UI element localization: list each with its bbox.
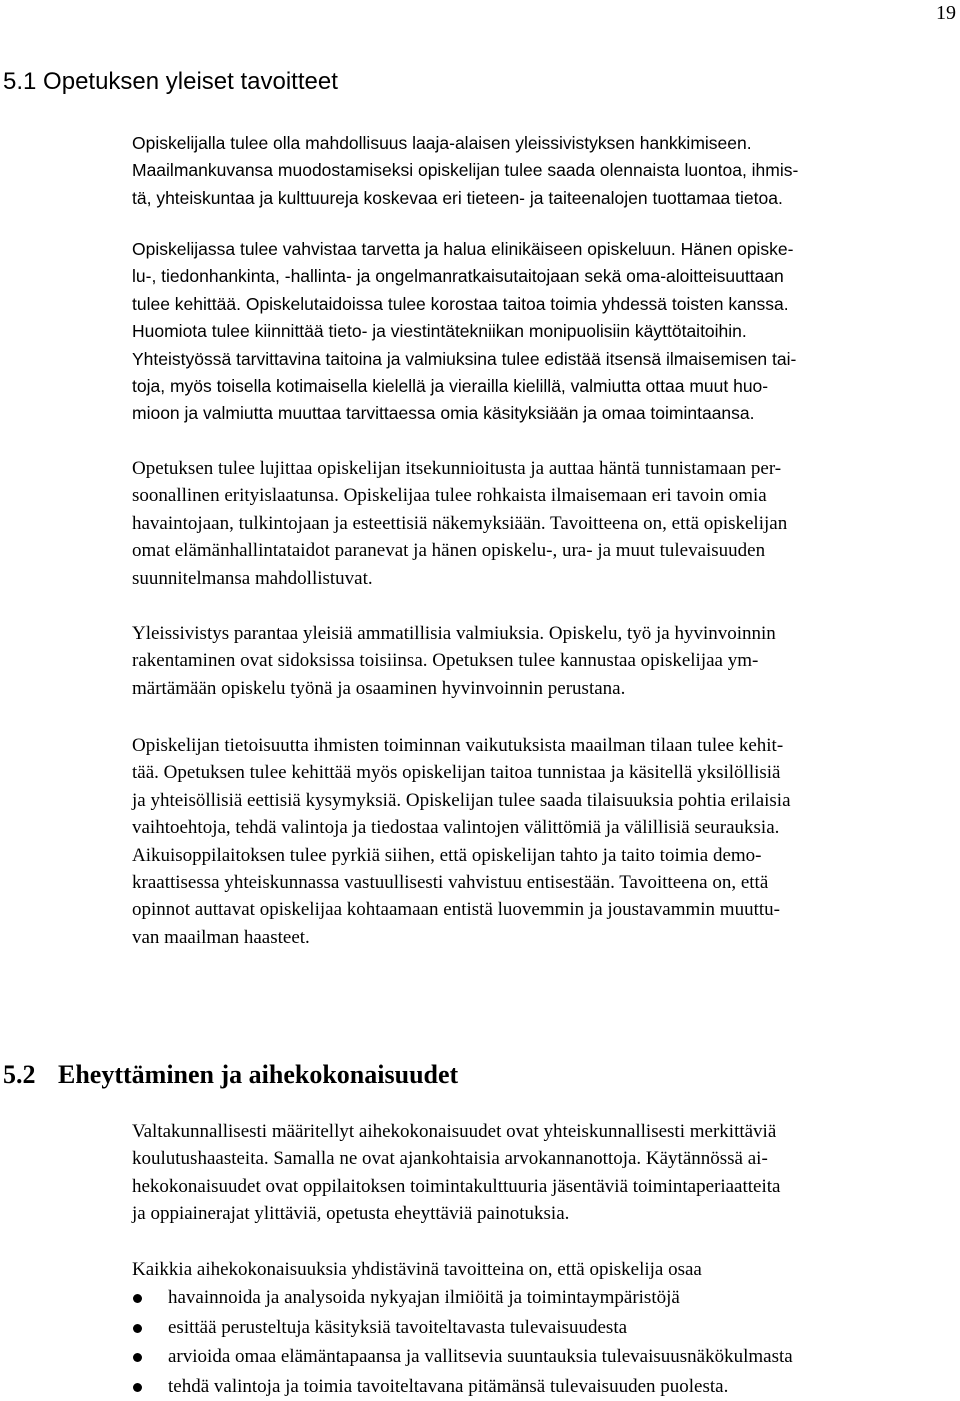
text-line: havaintojaan, tulkintojaan ja esteettisiä näkemyksiään. Tavoitteena on, että opiskelijan [132,510,960,537]
text-line: Opiskelijalla tulee olla mahdollisuus laaja-alaisen yleissivistyksen hankkimiseen. [132,130,960,157]
text-line: mioon ja valmiutta muuttaa tarvittaessa omia käsityksiään ja omaa toimintaansa. [132,400,960,427]
text-line: Yhteistyössä tarvittavina taitoina ja valmiuksina tulee edistää itsensä ilmaisemisen tai- [132,346,960,373]
section-heading-5-2 [3,1060,458,1090]
list-item-text: arvioida omaa elämäntapaansa ja vallitsevia suuntauksia tulevaisuusnäkökulmasta [168,1346,793,1367]
text-line: vaihtoehtoja, tehdä valintoja ja tiedostaa valintojen välittömiä ja välillisiä seurauksia. [132,814,960,841]
text-line: Valtakunnallisesti määritellyt aihekokonaisuudet ovat yhteiskunnallisesti merkittäviä [132,1118,960,1145]
paragraph [132,130,960,212]
bullet-icon [133,1353,142,1362]
section-number: 5.2 [3,1060,58,1090]
text-line: ja yhteisöllisiä eettisiä kysymyksiä. Opiskelijan tulee saada tilaisuuksia pohtia erilaisia [132,787,960,814]
text-line: Opiskelijassa tulee vahvistaa tarvetta ja halua elinikäiseen opiskeluun. Hänen opiske- [132,236,960,263]
text-line: Kaikkia aihekokonaisuuksia yhdistävinä tavoitteina on, että opiskelija osaa [132,1256,960,1283]
text-line: soonallinen erityislaatunsa. Opiskelijaa tulee rohkaista ilmaisemaan eri tavoin omia [132,482,960,509]
section-title: Eheyttäminen ja aihekokonaisuudet [58,1060,458,1089]
paragraph [132,455,960,592]
text-line: koulutushaasteita. Samalla ne ovat ajankohtaisia arvokannanottoja. Käytännössä ai- [132,1145,960,1172]
list-item [132,1342,960,1372]
list-item-text: esittää perusteltuja käsityksiä tavoiteltavasta tulevaisuudesta [168,1317,627,1338]
text-line: Opiskelijan tietoisuutta ihmisten toiminnan vaikutuksista maailman tilaan tulee kehit- [132,732,960,759]
text-line: van maailman haasteet. [132,924,960,951]
list-item [132,1283,960,1313]
paragraph [132,236,960,428]
text-line: tää. Opetuksen tulee kehittää myös opiskelijan taitoa tunnistaa ja käsitellä yksilöllisiä [132,759,960,786]
bullet-icon [133,1324,142,1333]
paragraph [132,732,960,951]
text-line: tulee kehittää. Opiskelutaidoissa tulee korostaa taitoa toimia yhdessä toisten kanssa. [132,291,960,318]
list-item-text: tehdä valintoja ja toimia tavoiteltavana pitämänsä tulevaisuuden puolesta. [168,1376,728,1397]
section-number: 5.1 [3,68,36,95]
text-line: Aikuisoppilaitoksen tulee pyrkiä siihen, että opiskelijan tahto ja taito toimia demo- [132,842,960,869]
section-heading-5-1 [3,68,338,96]
text-line: Yleissivistys parantaa yleisiä ammatillisia valmiuksia. Opiskelu, työ ja hyvinvoinnin [132,620,960,647]
list-item [132,1313,960,1343]
paragraph [132,620,960,702]
text-line: Opetuksen tulee lujittaa opiskelijan itsekunnioitusta ja auttaa häntä tunnistamaan per- [132,455,960,482]
text-line: märtämään opiskelu työnä ja osaaminen hyvinvoinnin perustana. [132,675,960,702]
bullet-icon [133,1294,142,1303]
text-line: rakentaminen ovat sidoksissa toisiinsa. Opetuksen tulee kannustaa opiskelijaa ym- [132,647,960,674]
text-line: kraattisessa yhteiskunnassa vastuullisesti vahvistuu entisestään. Tavoitteena on, että [132,869,960,896]
bullet-icon [133,1383,142,1392]
bullet-list [132,1283,960,1401]
text-line: Huomiota tulee kiinnittää tieto- ja viestintätekniikan monipuolisiin käyttötaitoihin. [132,318,960,345]
page-number: 19 [936,2,956,25]
text-line: toja, myös toisella kotimaisella kielellä ja vierailla kielillä, valmiutta ottaa muut huo- [132,373,960,400]
list-item-text: havainnoida ja analysoida nykyajan ilmiöitä ja toimintaympäristöjä [168,1287,680,1308]
text-line: hekokonaisuudet ovat oppilaitoksen toimintakulttuuria jäsentäviä toimintaperiaatteita [132,1173,960,1200]
text-line: tä, yhteiskuntaa ja kulttuureja koskevaa eri tieteen- ja taiteenalojen tuottamaa tietoa. [132,185,960,212]
text-line: lu-, tiedonhankinta, -hallinta- ja ongelmanratkaisutaitojaan sekä oma-aloitteisuuttaan [132,263,960,290]
text-line: opinnot auttavat opiskelijaa kohtaamaan entistä luovemmin ja joustavammin muuttu- [132,896,960,923]
paragraph [132,1118,960,1228]
text-line: ja oppiainerajat ylittäviä, opetusta eheyttäviä painotuksia. [132,1200,960,1227]
text-line: omat elämänhallintataidot paranevat ja hänen opiskelu-, ura- ja muut tulevaisuuden [132,537,960,564]
text-line: suunnitelmansa mahdollistuvat. [132,565,960,592]
text-line: Maailmankuvansa muodostamiseksi opiskelijan tulee saada olennaista luontoa, ihmis- [132,157,960,184]
list-intro [132,1256,960,1283]
list-item [132,1372,960,1401]
section-title: Opetuksen yleiset tavoitteet [43,68,338,95]
